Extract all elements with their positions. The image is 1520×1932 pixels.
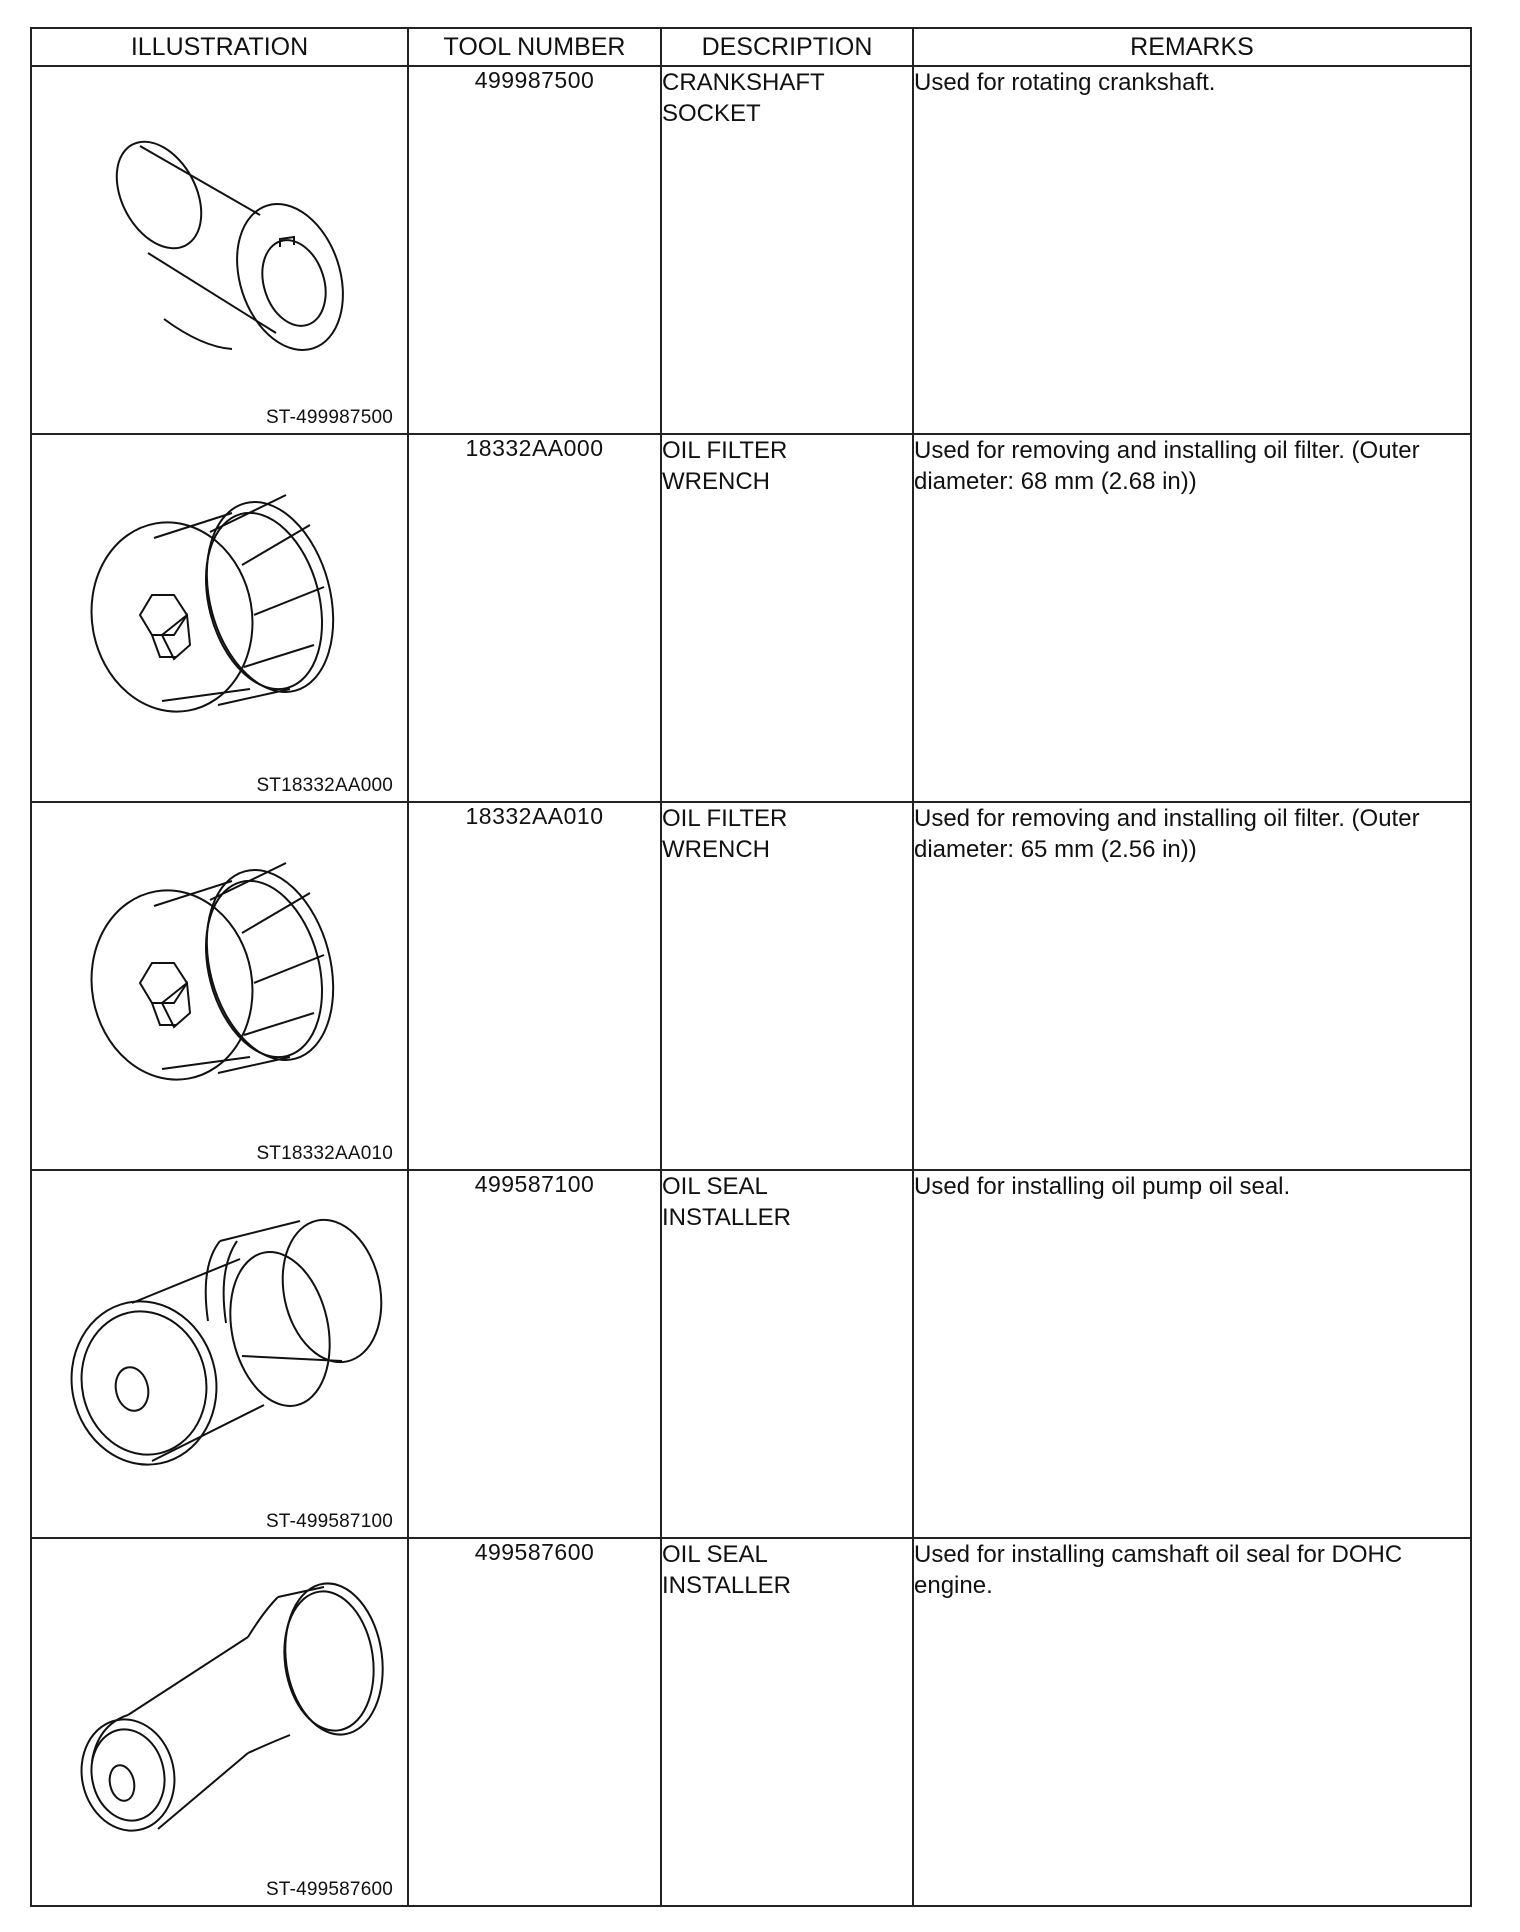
illustration-code: ST18332AA010 xyxy=(256,1143,393,1164)
special-tools-table xyxy=(30,27,1472,1907)
illustration-code: ST-499587100 xyxy=(265,1511,393,1532)
illustration-cell xyxy=(31,1538,408,1906)
tool-number: 499587600 xyxy=(408,1538,661,1906)
header-description: DESCRIPTION xyxy=(661,28,913,66)
remarks: Used for removing and installing oil filter. (Outer diameter: 68 mm (2.68 in)) xyxy=(913,434,1471,802)
illustration-code: ST-499587600 xyxy=(265,1879,393,1900)
illustration-cell xyxy=(31,434,408,802)
table-row xyxy=(31,434,1471,802)
description: OIL FILTER WRENCH xyxy=(661,434,913,802)
description: CRANKSHAFT SOCKET xyxy=(661,66,913,434)
camshaft-oil-seal-installer-drawing xyxy=(32,1539,409,1905)
table-row xyxy=(31,1538,1471,1906)
illustration-cell xyxy=(31,1170,408,1538)
illustration-code: ST18332AA000 xyxy=(256,775,393,796)
description: OIL SEAL INSTALLER xyxy=(661,1538,913,1906)
table-row xyxy=(31,66,1471,434)
remarks: Used for rotating crankshaft. xyxy=(913,66,1471,434)
table-row xyxy=(31,802,1471,1170)
oil-seal-installer-drawing xyxy=(32,1171,409,1537)
tool-number: 18332AA000 xyxy=(408,434,661,802)
oil-filter-wrench-drawing xyxy=(32,803,409,1169)
header-tool-number: TOOL NUMBER xyxy=(408,28,661,66)
table-header-row xyxy=(31,28,1471,66)
illustration-cell xyxy=(31,802,408,1170)
description: OIL SEAL INSTALLER xyxy=(661,1170,913,1538)
remarks: Used for installing oil pump oil seal. xyxy=(913,1170,1471,1538)
illustration-cell xyxy=(31,66,408,434)
tool-number: 499587100 xyxy=(408,1170,661,1538)
header-remarks: REMARKS xyxy=(913,28,1471,66)
table-row xyxy=(31,1170,1471,1538)
tool-number: 18332AA010 xyxy=(408,802,661,1170)
crankshaft-socket-drawing xyxy=(32,67,409,433)
tool-number: 499987500 xyxy=(408,66,661,434)
remarks: Used for installing camshaft oil seal for DOHC engine. xyxy=(913,1538,1471,1906)
header-illustration: ILLUSTRATION xyxy=(31,28,408,66)
illustration-code: ST-499987500 xyxy=(265,407,393,428)
oil-filter-wrench-drawing xyxy=(32,435,409,801)
description: OIL FILTER WRENCH xyxy=(661,802,913,1170)
remarks: Used for removing and installing oil filter. (Outer diameter: 65 mm (2.56 in)) xyxy=(913,802,1471,1170)
